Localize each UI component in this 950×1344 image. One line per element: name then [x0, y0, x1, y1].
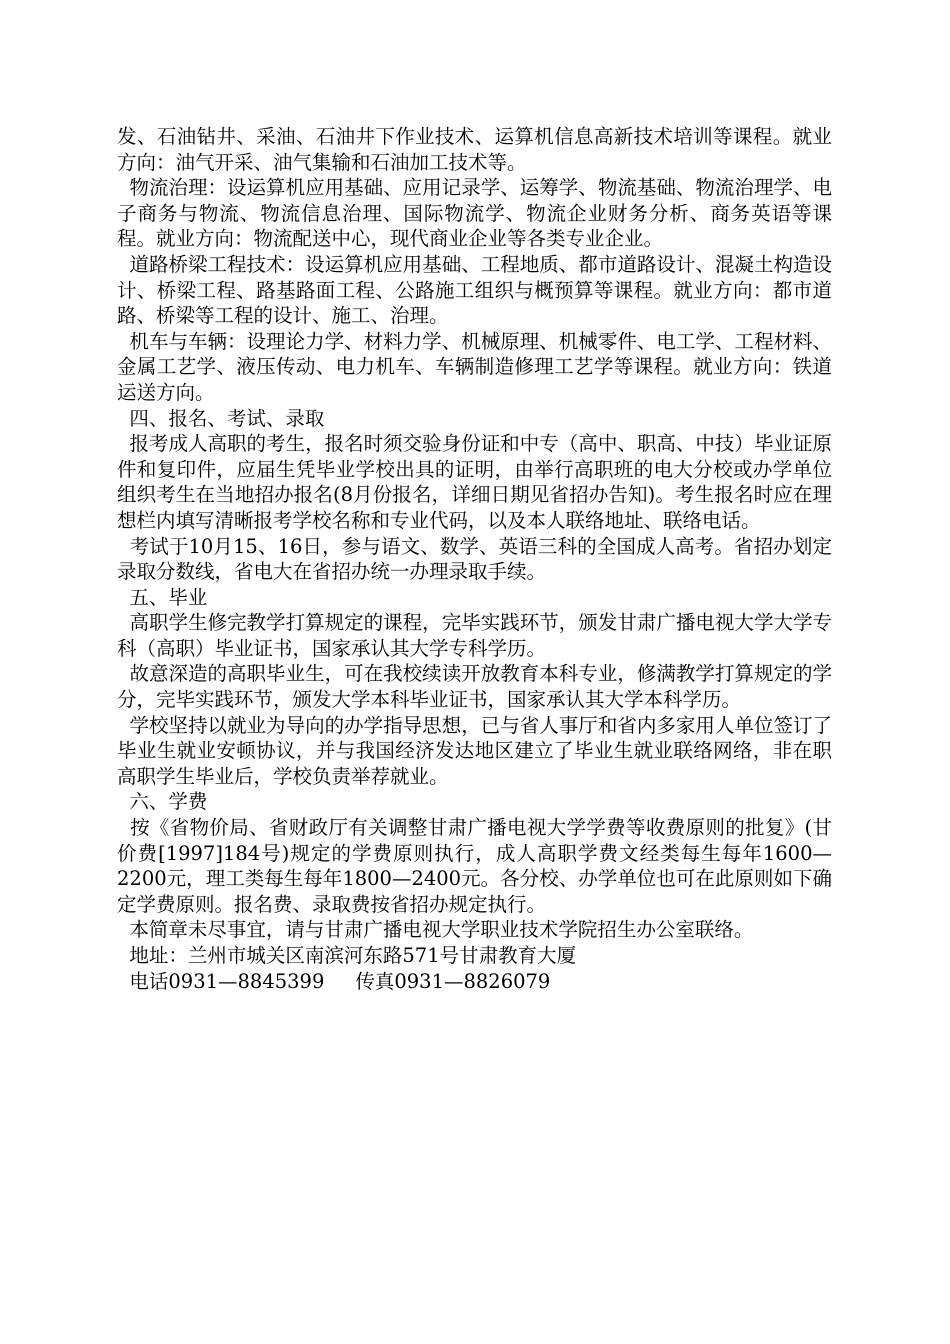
- paragraph-logistics: 物流治理：设运算机应用基础、应用记录学、运筹学、物流基础、物流治理学、电子商务与物流、物流信息治理、国际物流学、物流企业财务分析、商务英语等课程。就业方向：物流配送中心，现代商业企业等各类专业企业。: [117, 176, 832, 251]
- paragraph-locomotive: 机车与车辆：设理论力学、材料力学、机械原理、机械零件、电工学、工程材料、金属工艺学、液压传动、电力机车、车辆制造修理工艺学等课程。就业方向：铁道运送方向。: [117, 329, 832, 404]
- paragraph-contact-note: 本简章未尽事宜，请与甘肃广播电视大学职业技术学院招生办公室联络。: [117, 918, 754, 942]
- document-body: [117, 124, 832, 994]
- paragraph-petroleum-cont: 发、石油钻井、采油、石油井下作业技术、运算机信息高新技术培训等课程。就业方向：油气开采、油气集输和石油加工技术等。: [117, 125, 832, 174]
- section-heading-graduation: 五、毕业: [117, 585, 208, 609]
- paragraph-graduation: 高职学生修完教学打算规定的课程，完毕实践环节，颁发甘肃广播电视大学大学专科（高职）毕业证书，国家承认其大学专科学历。: [117, 611, 832, 660]
- paragraph-further-study: 故意深造的高职毕业生，可在我校续读开放教育本科专业，修满教学打算规定的学分，完毕实践环节，颁发大学本科毕业证书，国家承认其大学本科学历。: [117, 662, 832, 712]
- paragraph-employment: 学校坚持以就业为导向的办学指导思想，已与省人事厅和省内多家用人单位签订了毕业生就业安顿协议，并与我国经济发达地区建立了毕业生就业联络网络，非在职高职学生毕业后，学校负责举荐就业。: [117, 713, 832, 788]
- paragraph-road-bridge: 道路桥梁工程技术：设运算机应用基础、工程地质、都市道路设计、混凝土构造设计、桥梁工程、路基路面工程、公路施工组织与概预算等课程。就业方向：都市道路、桥梁等工程的设计、施工、治理。: [117, 252, 832, 328]
- paragraph-tuition: 按《省物价局、省财政厅有关调整甘肃广播电视大学学费等收费原则的批复》(甘价费[1997]184号)规定的学费原则执行，成人高职学费文经类每生每年1600—2200元，理工类每生每年1800—2400元。各分校、办学单位也可在此原则如下确定学费原则。报名费、录取费按省招办规定执行。: [117, 816, 832, 916]
- paragraph-registration: 报考成人高职的考生，报名时须交验身份证和中专（高中、职高、中技）毕业证原件和复印件，应届生凭毕业学校出具的证明，由举行高职班的电大分校或办学单位组织考生在当地招办报名(8月份报名，详细日期见省招办告知)。考生报名时应在理想栏内填写清晰报考学校名称和专业代码，以及本人联络地址、联络电话。: [117, 432, 832, 532]
- section-heading-tuition: 六、学费: [117, 790, 208, 814]
- phone-fax-line: 电话0931—8845399 传真0931—8826079: [117, 969, 551, 993]
- section-heading-registration: 四、报名、考试、录取: [117, 406, 325, 430]
- address-line: 地址：兰州市城关区南滨河东路571号甘肃教育大厦: [117, 944, 577, 967]
- paragraph-exam: 考试于10月15、16日，参与语文、数学、英语三科的全国成人高考。省招办划定录取分数线，省电大在省招办统一办理录取手续。: [117, 534, 832, 584]
